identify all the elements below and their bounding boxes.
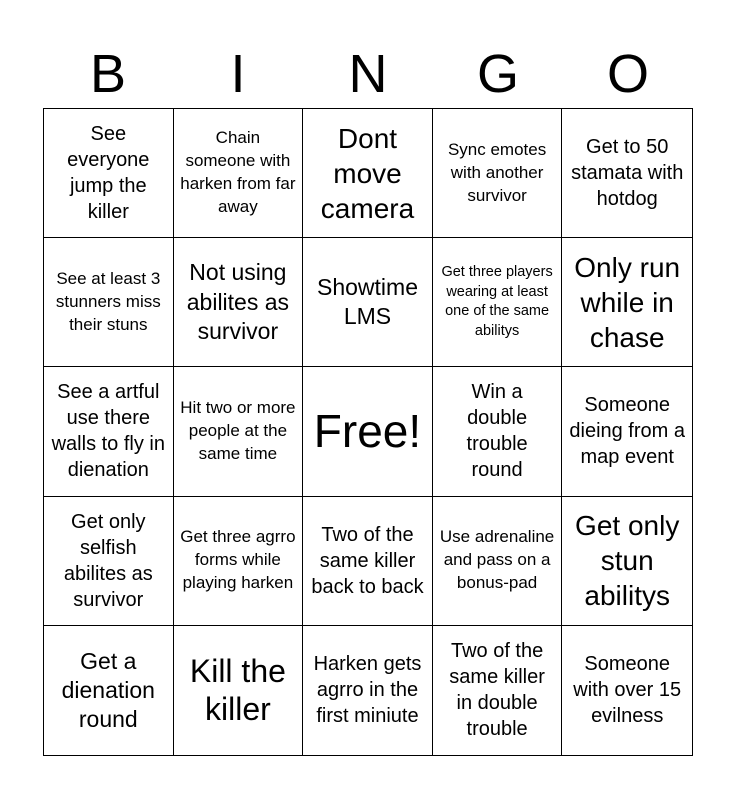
bingo-cell: See at least 3 stunners miss their stuns	[44, 238, 174, 367]
bingo-header	[43, 40, 693, 108]
bingo-cell: Two of the same killer back to back	[303, 497, 433, 626]
bingo-cell: Get only stun abilitys	[562, 497, 692, 626]
bingo-cell: Get a dienation round	[44, 626, 174, 755]
bingo-cell: Get to 50 stamata with hotdog	[562, 109, 692, 238]
bingo-cell: Chain someone with harken from far away	[174, 109, 304, 238]
header-letter-b: B	[89, 44, 127, 104]
bingo-cell: Get three agrro forms while playing harken	[174, 497, 304, 626]
bingo-cell: Get only selfish abilites as survivor	[44, 497, 174, 626]
bingo-cell: Sync emotes with another survivor	[433, 109, 563, 238]
bingo-cell: Someone dieing from a map event	[562, 367, 692, 496]
bingo-cell: Two of the same killer in double trouble	[433, 626, 563, 755]
bingo-cell: Harken gets agrro in the first miniute	[303, 626, 433, 755]
bingo-board	[43, 108, 693, 756]
free-cell: Free!	[303, 367, 433, 496]
header-letter-n: N	[348, 44, 388, 104]
header-letter-o: O	[606, 44, 649, 104]
bingo-cell: Someone with over 15 evilness	[573, 653, 682, 728]
bingo-cell: Get three players wearing at least one of the same abilitys	[433, 238, 563, 367]
bingo-cell: See everyone jump the killer	[44, 109, 174, 238]
bingo-cell: Hit two or more people at the same time	[174, 367, 304, 496]
bingo-cell: Kill the killer	[174, 626, 304, 755]
bingo-cell: Showtime LMS	[303, 238, 433, 367]
header-letter-i: I	[230, 44, 246, 104]
bingo-cell: Only run while in chase	[562, 238, 692, 367]
bingo-cell: Use adrenaline and pass on a bonus-pad	[433, 497, 563, 626]
bingo-cell: Win a double trouble round	[433, 367, 563, 496]
bingo-cell: Not using abilites as survivor	[174, 238, 304, 367]
bingo-cell: Dont move camera	[303, 109, 433, 238]
bingo-cell: See a artful use there walls to fly in dienation	[44, 367, 174, 496]
header-letter-g: G	[476, 44, 519, 104]
